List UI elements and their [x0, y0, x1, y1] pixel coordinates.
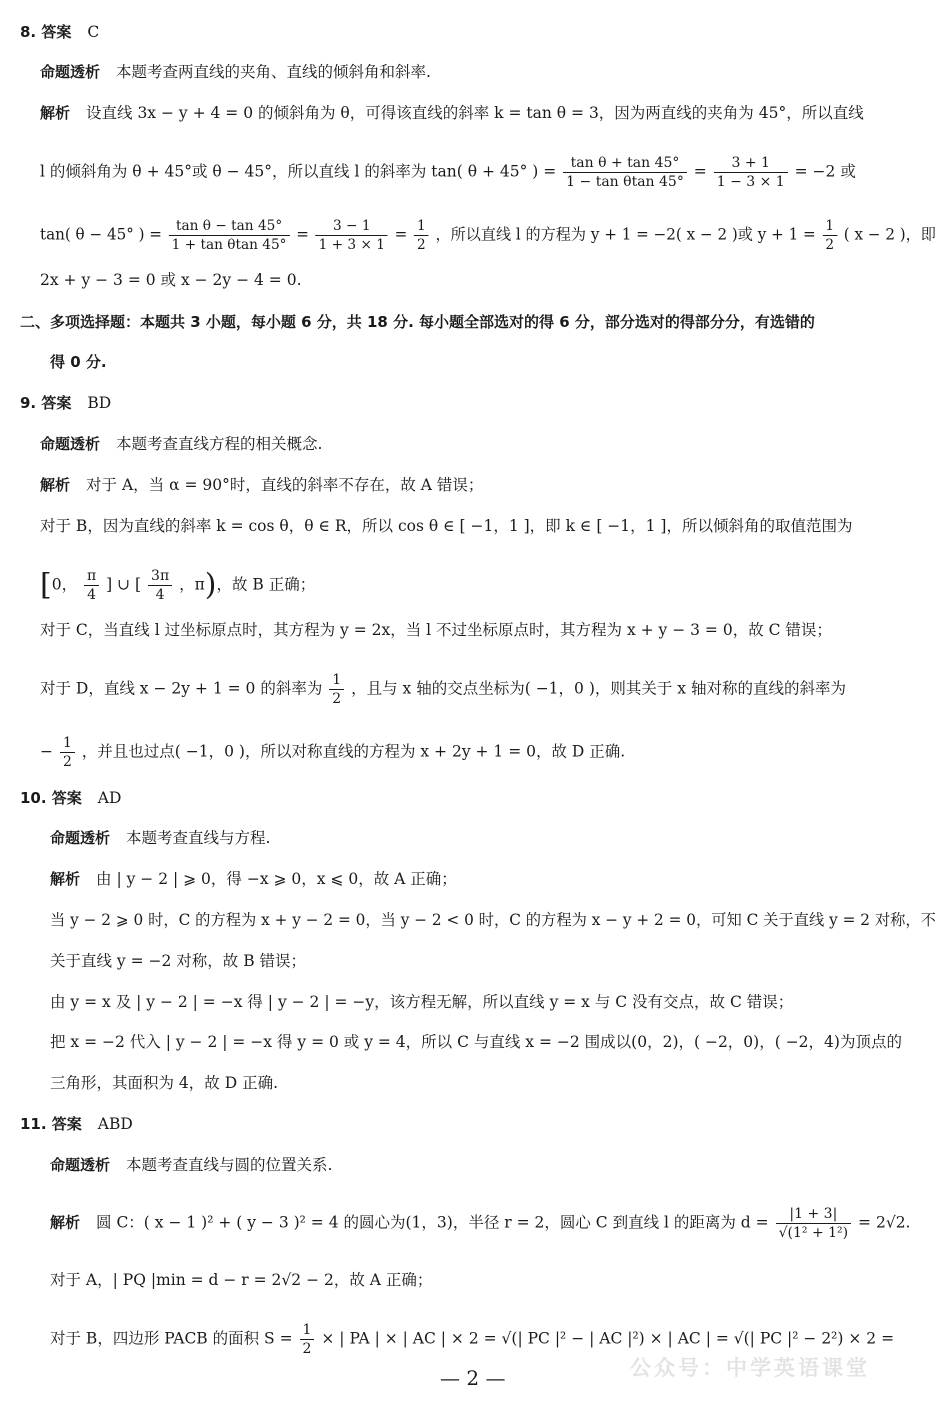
q9-half2-den: 2 [62, 754, 72, 770]
q9-range-end: ，π [179, 575, 205, 594]
q11-dist-den: √(1² + 1²) [778, 1225, 849, 1241]
q8-sol-text-2c: = −2 或 [794, 162, 856, 181]
q9-sol-text-3f: ，故 B 正确； [216, 575, 316, 594]
q9-sol-text-5a: 对于 D，直线 x − 2y + 1 = 0 的斜率为 [40, 679, 323, 698]
q10-solution-label: 解析 [50, 870, 81, 888]
q11-solution-label: 解析 [50, 1213, 81, 1232]
q8-solution-line-1 [40, 103, 864, 123]
q9-purpose [40, 434, 322, 454]
q9-fraction-half-1 [329, 672, 344, 707]
q9-number: 9. 答案 [20, 394, 72, 412]
q9-sol-text-6b: ，并且也过点( −1，0 )，所以对称直线的方程为 x + 2y + 1 = 0，故 D 正确. [81, 742, 626, 761]
q8-fraction-1 [563, 155, 687, 190]
q9-sol-text-5b: ，且与 x 轴的交点坐标为( −1，0 )，则其关于 x 轴对称的直线的斜率为 [351, 679, 846, 698]
q11-number: 11. 答案 [20, 1115, 82, 1133]
q9-paren-close: ) [204, 567, 217, 603]
q8-sol-text-4: 2x + y − 3 = 0 或 x − 2y − 4 = 0. [40, 271, 302, 289]
q8-solution-line-3 [40, 218, 936, 253]
q10-solution-line-4: 由 y = x 及 | y − 2 | = −x 得 | y − 2 | = −y，该方程无解，所以直线 y = x 与 C 没有交点，故 C 错误； [50, 993, 794, 1011]
q9-purpose-text: 本题考查直线方程的相关概念. [116, 435, 323, 453]
q11-answer-line [20, 1114, 133, 1134]
q8-f2-num: 3 + 1 [714, 155, 788, 173]
q9-half1-den: 2 [332, 691, 342, 707]
q9-sol-text-1: 对于 A，当 α = 90°时，直线的斜率不存在，故 A 错误； [86, 476, 484, 494]
q8-answer: C [87, 23, 100, 41]
q8-fraction-4 [316, 218, 388, 253]
q8-purpose-label: 命题透析 [40, 63, 101, 81]
q8-fraction-2 [714, 155, 788, 190]
q9-solution-label: 解析 [40, 476, 71, 494]
q11-distance-fraction [776, 1206, 852, 1241]
q8-f4-num: 3 − 1 [316, 218, 388, 236]
q10-solution-line-3: 关于直线 y = −2 对称，故 B 错误； [50, 952, 307, 970]
q8-sol-text-1: 设直线 3x − y + 4 = 0 的倾斜角为 θ，可得该直线的斜率 k = tan θ = 3，因为两直线的夹角为 45°，所以直线 [86, 104, 864, 122]
q8-solution-line-4 [40, 270, 302, 290]
q8-fraction-3 [169, 218, 290, 253]
q8-sol-text-2a: l 的倾斜角为 θ + 45°或 θ − 45°，所以直线 l 的斜率为 tan( θ + 45° ) = [40, 162, 557, 181]
q8-solution-line-2 [40, 155, 856, 190]
section-2-heading-cont: 得 0 分. [50, 353, 107, 371]
q9-solution-line-4: 对于 C，当直线 l 过坐标原点时，其方程为 y = 2x，当 l 不过坐标原点时，其方程为 x + y − 3 = 0，故 C 错误； [40, 621, 832, 639]
q9-range-start: 0， [51, 575, 78, 594]
q8-f1-num: tan θ + tan 45° [563, 155, 687, 173]
q8-solution-label: 解析 [40, 104, 71, 122]
q11-sol-text-1a: 圆 C：( x − 1 )² + ( y − 3 )² = 4 的圆心为(1，3)，半径 r = 2，圆心 C 到直线 l 的距离为 d = [96, 1213, 769, 1232]
q8-f3-den: 1 + tan θtan 45° [171, 237, 287, 253]
q9-fraction-half-2 [60, 735, 75, 770]
q9-solution-line-2: 对于 B，因为直线的斜率 k = cos θ，θ ∈ R，所以 cos θ ∈ [ −1，1 ]，即 k ∈ [ −1，1 ]，所以倾斜角的取值范围为 [40, 517, 853, 535]
q10-number: 10. 答案 [20, 789, 82, 807]
q9-answer: BD [87, 394, 112, 412]
q8-f4-den: 1 + 3 × 1 [318, 237, 385, 253]
q8-fraction-5 [414, 218, 429, 253]
q10-solution-line-6: 三角形，其面积为 4，故 D 正确. [50, 1074, 278, 1092]
q9-3pi4-den: 4 [155, 587, 165, 603]
q11-sol-text-3a: 对于 B，四边形 PACB 的面积 S = [50, 1329, 293, 1348]
q8-sol-text-3d: ，所以直线 l 的方程为 y + 1 = −2( x − 2 )或 y + 1 = [435, 225, 816, 244]
q11-fraction-half [300, 1322, 315, 1357]
q11-half-den: 2 [302, 1341, 312, 1357]
q11-purpose [50, 1155, 332, 1175]
q9-minus-sign: − [40, 742, 53, 761]
q8-answer-line [20, 22, 99, 42]
q11-solution-line-1 [50, 1206, 911, 1241]
q11-purpose-text: 本题考查直线与圆的位置关系. [126, 1156, 333, 1174]
q8-sol-text-3b: = [296, 225, 309, 244]
q11-solution-line-2: 对于 A，| PQ |min = d − r = 2√2 − 2，故 A 正确； [50, 1271, 433, 1289]
q9-fraction-3pi4 [148, 568, 172, 603]
q9-bracket-open: [ [40, 567, 52, 603]
q8-purpose-text: 本题考查两直线的夹角、直线的倾斜角和斜率. [116, 63, 431, 81]
q9-pi4-num: π [84, 568, 99, 586]
q9-solution-line-1 [40, 475, 483, 495]
section-2-heading: 二、多项选择题：本题共 3 小题，每小题 6 分，共 18 分. 每小题全部选对的得 6 分，部分选对的得部分分，有选错的 [20, 313, 815, 331]
q9-pi4-den: 4 [87, 587, 97, 603]
q10-sol-text-1: 由 | y − 2 | ⩾ 0，得 −x ⩾ 0，x ⩽ 0，故 A 正确； [96, 870, 457, 888]
q10-answer-line [20, 788, 121, 808]
q8-f5-num: 1 [414, 218, 429, 236]
q9-solution-line-6 [40, 735, 625, 770]
q8-f1-den: 1 − tan θtan 45° [566, 174, 684, 190]
q8-f2-den: 1 − 3 × 1 [716, 174, 785, 190]
q9-3pi4-num: 3π [148, 568, 172, 586]
q10-purpose-label: 命题透析 [50, 829, 111, 847]
q10-purpose [50, 828, 270, 848]
q9-solution-line-3 [40, 568, 315, 603]
q8-f6-den: 2 [825, 237, 835, 253]
q10-solution-line-1 [50, 869, 457, 889]
q9-solution-line-5 [40, 672, 846, 707]
q10-answer: AD [97, 789, 122, 807]
q11-purpose-label: 命题透析 [50, 1156, 111, 1174]
q10-solution-line-2: 当 y − 2 ⩾ 0 时，C 的方程为 x + y − 2 = 0，当 y − 2 < 0 时，C 的方程为 x − y + 2 = 0，可知 C 关于直线 y = 2 对称，不 [50, 911, 936, 929]
q9-union: ] ∪ [ [106, 575, 142, 594]
q8-sol-text-3a: tan( θ − 45° ) = [40, 225, 162, 244]
q10-solution-line-5: 把 x = −2 代入 | y − 2 | = −x 得 y = 0 或 y = 4，所以 C 与直线 x = −2 围成以(0，2)，( −2，0)，( −2，4)为顶点的 [50, 1033, 902, 1051]
q8-number: 8. 答案 [20, 23, 72, 41]
q8-f6-num: 1 [822, 218, 837, 236]
q9-half2-num: 1 [60, 735, 75, 753]
q9-half1-num: 1 [329, 672, 344, 690]
q8-sol-text-3e: ( x − 2 )，即 [843, 225, 936, 244]
watermark: 公众号：中学英语课堂 [630, 1356, 870, 1380]
q9-purpose-label: 命题透析 [40, 435, 101, 453]
q8-f3-num: tan θ − tan 45° [169, 218, 290, 236]
q9-answer-line [20, 393, 111, 413]
q8-sol-text-3c: = [394, 225, 408, 244]
q10-purpose-text: 本题考查直线与方程. [126, 829, 271, 847]
q11-answer: ABD [97, 1115, 133, 1133]
page-number: — 2 — [440, 1366, 506, 1390]
q11-sol-text-3b: × | PA | × | AC | × 2 = √(| PC |² − | AC |²) × | AC | = √(| PC |² − 2²) × 2 = [321, 1329, 895, 1348]
q11-half-num: 1 [300, 1322, 315, 1340]
q8-f5-den: 2 [417, 237, 426, 253]
q8-sol-text-2b: = [693, 162, 707, 181]
q8-fraction-6 [822, 218, 837, 253]
q8-purpose [40, 62, 431, 82]
q9-fraction-pi4 [84, 568, 99, 603]
q11-sol-text-1b: = 2√2. [858, 1213, 911, 1232]
q11-dist-num: |1 + 3| [776, 1206, 852, 1224]
